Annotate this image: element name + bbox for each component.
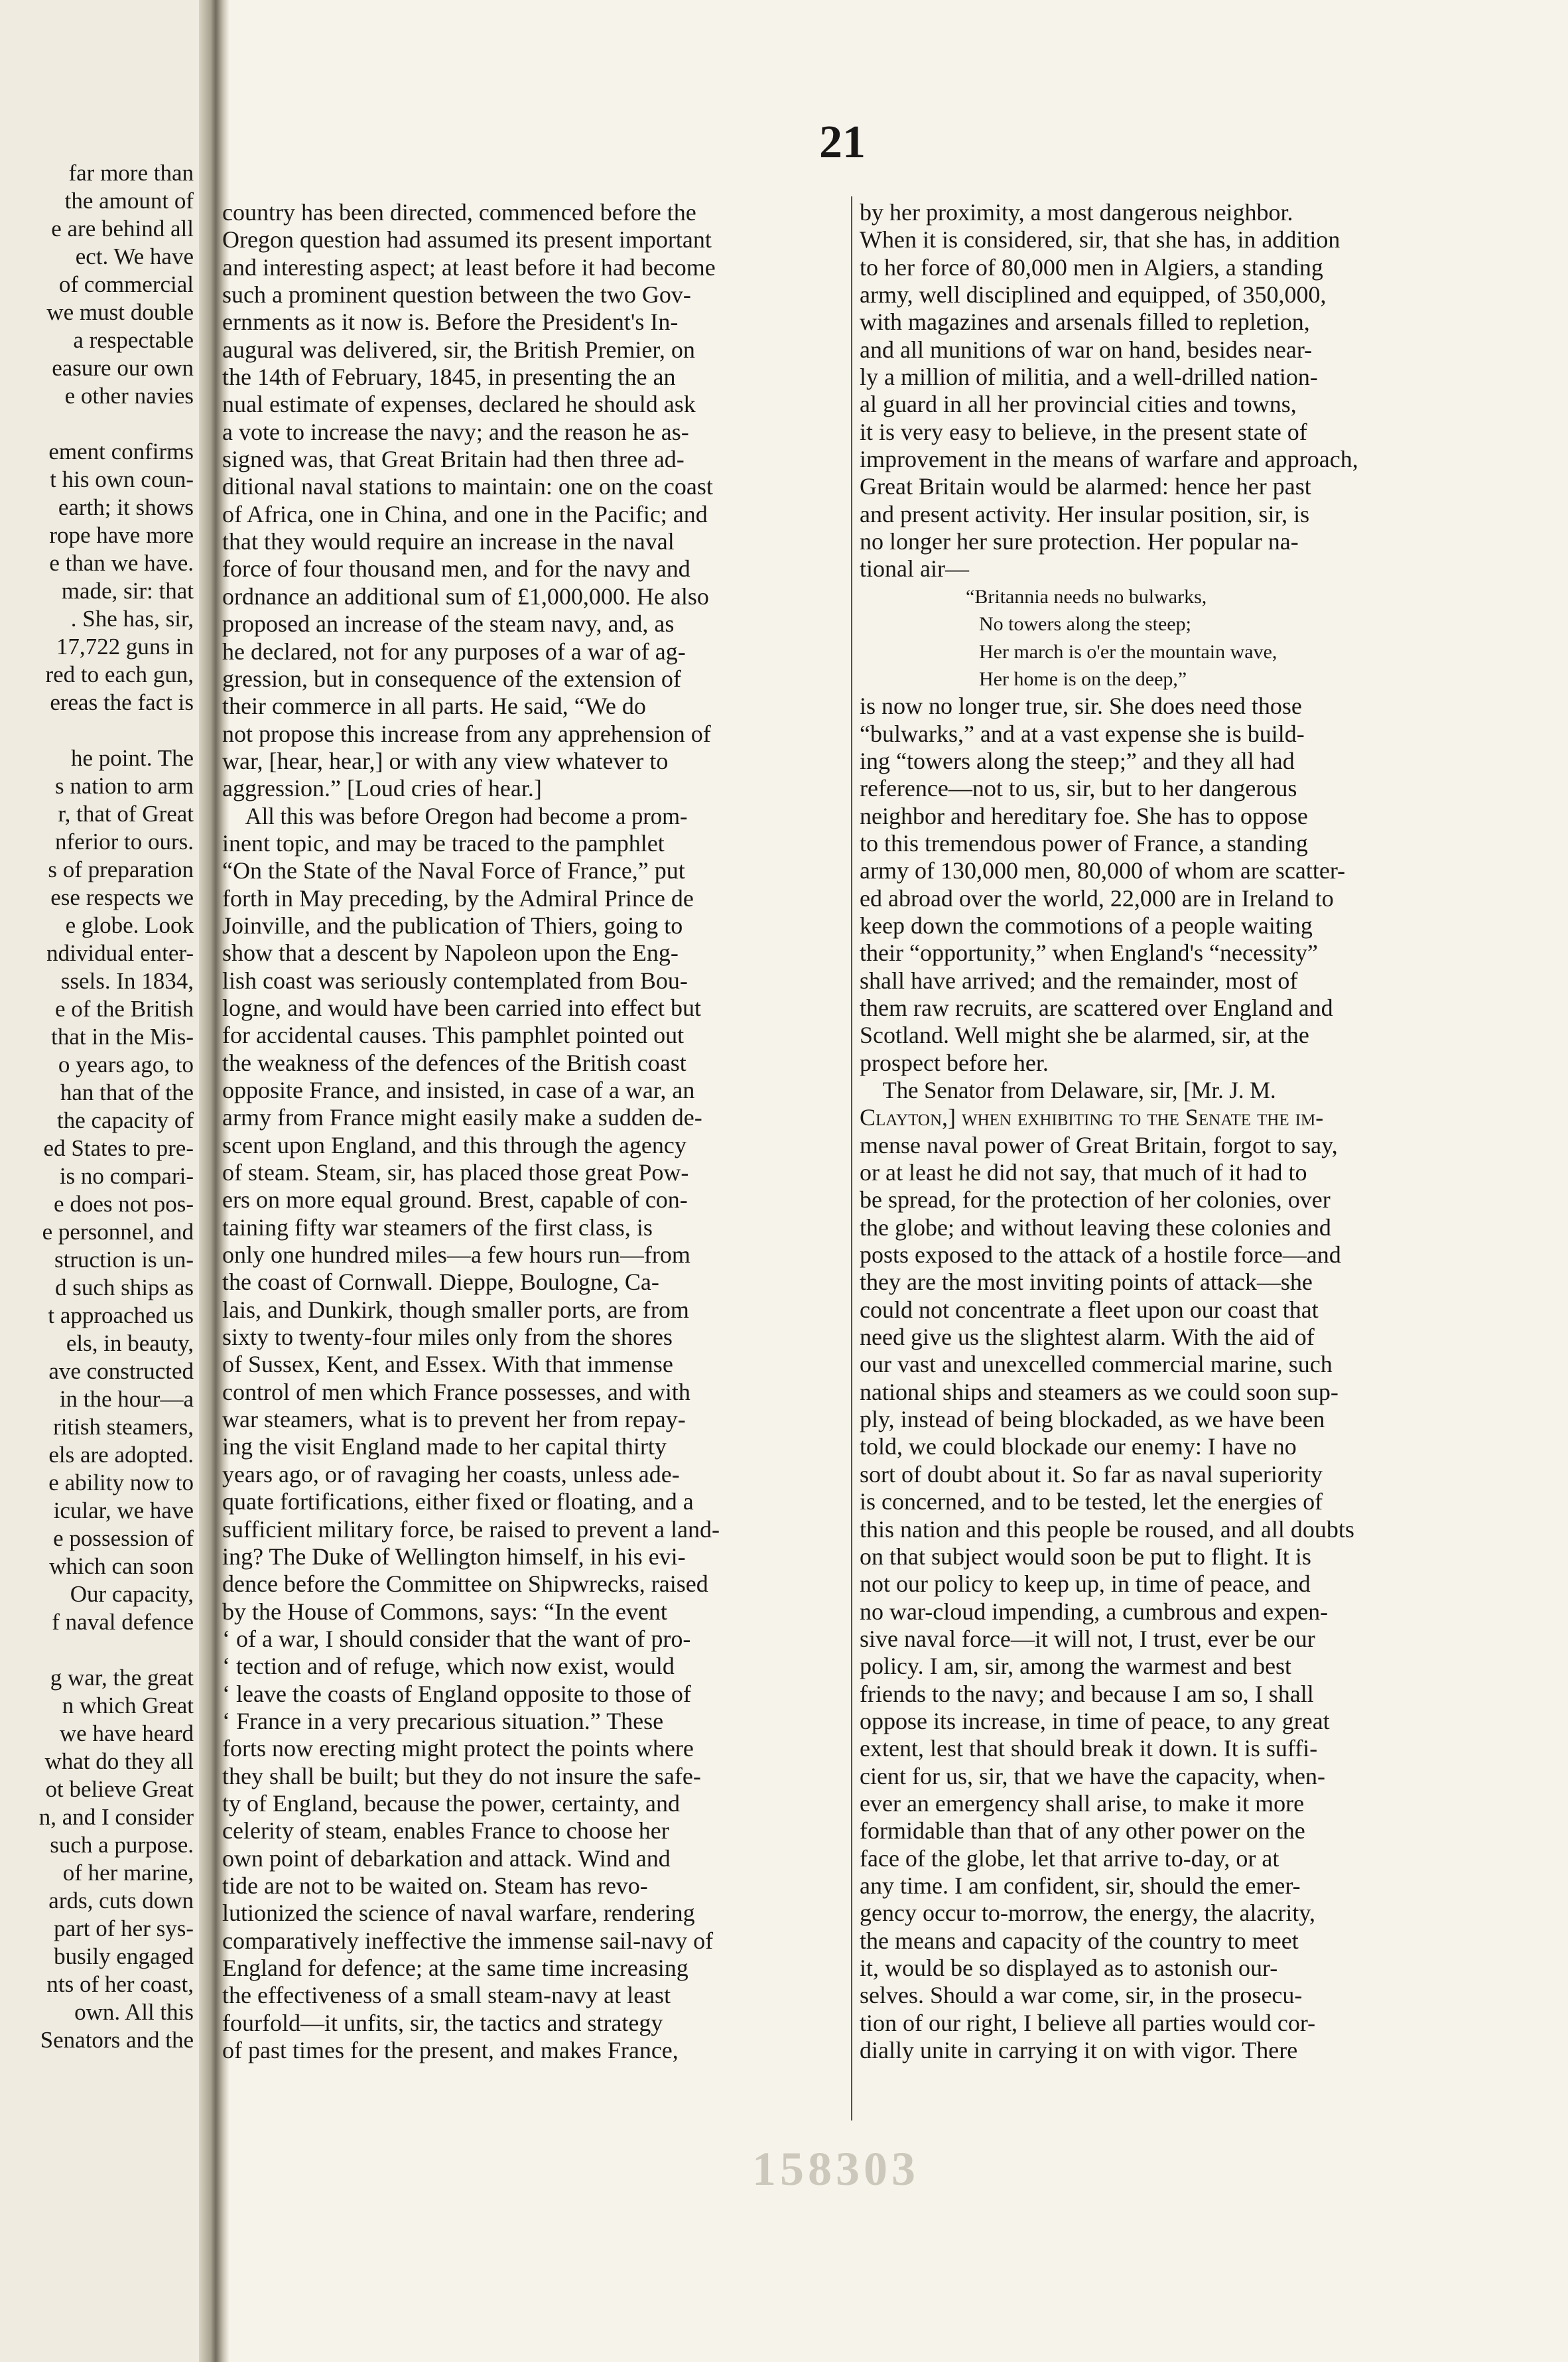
text-line: ers on more equal ground. Brest, capable of con- — [222, 1186, 688, 1214]
text-line: Joinville, and the publication of Thiers, going to — [222, 912, 683, 939]
text-line: ritish steamers, — [53, 1414, 194, 1440]
text-line: on that subject would soon be put to flight. It is — [860, 1543, 1311, 1570]
text-line: that they would require an increase in the naval — [222, 528, 675, 555]
text-line: red to each gun, — [45, 661, 194, 687]
text-line: aggression.” [Loud cries of hear.] — [222, 775, 542, 802]
line-gap — [0, 1636, 194, 1664]
text-line: any time. I am confident, sir, should the emer- — [860, 1872, 1301, 1899]
text-line: logne, and would have been carried into effect but — [222, 994, 702, 1021]
text-line: it, would be so displayed as to astonish our- — [860, 1955, 1278, 1981]
text-line: shall have arrived; and the remainder, most of — [860, 967, 1298, 994]
text-line: celerity of steam, enables France to choose her — [222, 1817, 669, 1844]
text-line: r, that of Great — [58, 801, 194, 827]
text-line: icular, we have — [53, 1497, 194, 1523]
text-line: ards, cuts down — [48, 1888, 194, 1913]
text-line: e ability now to — [48, 1470, 194, 1495]
text-line: mense naval power of Great Britain, forgot to say, — [860, 1131, 1338, 1158]
text-line: in the hour—a — [59, 1386, 194, 1412]
text-line: ing? The Duke of Wellington himself, in his evi- — [222, 1543, 686, 1570]
text-line: Our capacity, — [70, 1581, 194, 1607]
text-line: show that a descent by Napoleon upon the Eng- — [222, 939, 679, 967]
text-line: such a purpose. — [50, 1832, 194, 1858]
text-line: ed abroad over the world, 22,000 are in Ireland to — [860, 884, 1334, 912]
text-line: sixty to twenty-four miles only from the shores — [222, 1324, 673, 1351]
text-line: and interesting aspect; at least before it had become — [222, 253, 716, 281]
text-line: quate fortifications, either fixed or floating, and a — [222, 1488, 694, 1515]
text-line: al guard in all her provincial cities and towns, — [860, 391, 1297, 418]
text-line: which can soon — [49, 1553, 194, 1579]
text-line: force of four thousand men, and for the navy and — [222, 555, 690, 583]
text-line: augural was delivered, sir, the British Premier, on — [222, 336, 695, 363]
text-line: the globe; and without leaving these colonies and — [860, 1214, 1331, 1241]
text-line: part of her sys- — [54, 1915, 194, 1941]
text-line: e personnel, and — [42, 1219, 194, 1245]
text-line: selves. Should a war come, sir, in the prosecu- — [860, 1982, 1303, 2009]
text-line: ‘ tection and of refuge, which now exist, would — [222, 1653, 675, 1680]
text-line: such a prominent question between the two Gov- — [222, 281, 691, 309]
text-line: our vast and unexcelled commercial marine, such — [860, 1351, 1333, 1378]
text-line: own point of debarkation and attack. Wind and — [222, 1844, 671, 1872]
text-line: ing “towers along the steep;” and they all had — [860, 747, 1295, 774]
text-line: e does not pos- — [54, 1191, 194, 1217]
text-line: of commercial — [58, 271, 194, 297]
text-line: sort of doubt about it. So far as naval superiority — [860, 1460, 1323, 1488]
text-line: “On the State of the Naval Force of France,” put — [222, 857, 685, 884]
text-line: made, sir: that — [61, 578, 194, 604]
text-line: prospect before her. — [860, 1049, 1049, 1076]
text-line: g war, the great — [50, 1665, 194, 1691]
text-line: ement confirms — [48, 439, 194, 464]
text-line: army, well disciplined and equipped, of 350,000, — [860, 281, 1327, 309]
text-line: friends to the navy; and because I am so, I shall — [860, 1680, 1314, 1707]
text-line: tion of our right, I believe all parties would cor- — [860, 2009, 1316, 2036]
text-line: face of the globe, let that arrive to-day, or at — [860, 1844, 1279, 1872]
text-line: the effectiveness of a small steam-navy at least — [222, 1982, 671, 2009]
text-line: ‘ of a war, I should consider that the want of pro- — [222, 1625, 691, 1652]
text-line: nual estimate of expenses, declared he should ask — [222, 391, 696, 418]
text-line: nts of her coast, — [46, 1971, 194, 1997]
text-line: Scotland. Well might she be alarmed, sir, at the — [860, 1022, 1309, 1049]
text-line: of her marine, — [62, 1860, 194, 1886]
text-line: the coast of Cornwall. Dieppe, Boulogne, Ca- — [222, 1269, 659, 1296]
text-line: of Sussex, Kent, and Essex. With that immense — [222, 1351, 673, 1378]
text-line: gency occur to-morrow, the energy, the alacrity, — [860, 1900, 1316, 1927]
text-line: lutionized the science of naval warfare, rendering — [222, 1900, 695, 1927]
text-line: the 14th of February, 1845, in presenting the an — [222, 364, 676, 391]
text-line: lish coast was seriously contemplated from Bou- — [222, 967, 688, 994]
text-line: No towers along the steep; — [979, 613, 1191, 636]
text-line: this nation and this people be roused, and all doubts — [860, 1515, 1354, 1543]
text-line: f naval defence — [52, 1609, 194, 1635]
text-line: ndividual enter- — [46, 940, 194, 966]
text-line: forts now erecting might protect the points where — [222, 1735, 694, 1762]
text-line: and present activity. Her insular position, sir, is — [860, 500, 1310, 527]
text-line: what do they all — [44, 1748, 194, 1774]
text-line: ty of England, because the power, certainty, and — [222, 1789, 680, 1817]
text-line: not propose this increase from any apprehension of — [222, 720, 711, 747]
text-line: we must double — [46, 299, 194, 325]
text-line: o years ago, to — [58, 1052, 194, 1077]
text-line: sufficient military force, be raised to prevent a land- — [222, 1515, 720, 1543]
text-line: we have heard — [59, 1720, 194, 1746]
text-line: rope have more — [49, 522, 194, 548]
text-line: national ships and steamers as we could soon sup- — [860, 1378, 1339, 1405]
text-line: s of preparation — [48, 857, 194, 882]
text-line: war, [hear, hear,] or with any view whatever to — [222, 747, 669, 774]
text-line: to this tremendous power of France, a standing — [860, 829, 1308, 857]
facing-page-text — [0, 159, 194, 2054]
text-line: ot believe Great — [45, 1776, 194, 1802]
text-line: inent topic, and may be traced to the pamphlet — [222, 829, 665, 857]
text-line: dially unite in carrying it on with vigor. There — [860, 2037, 1298, 2064]
text-line: the amount of — [64, 188, 194, 214]
text-line: could not concentrate a fleet upon our coast that — [860, 1296, 1319, 1323]
text-line: ereas the fact is — [50, 689, 194, 715]
line-gap — [0, 410, 194, 438]
text-line: n which Great — [62, 1693, 194, 1718]
text-line: gression, but in consequence of the extension of — [222, 665, 681, 692]
text-line: ing the visit England made to her capital thirty — [222, 1433, 667, 1460]
text-line: no war-cloud impending, a cumbrous and expen- — [860, 1598, 1329, 1625]
text-line: tional air— — [860, 555, 969, 583]
text-line: t approached us — [48, 1302, 194, 1328]
text-line: own. All this — [74, 1999, 194, 2025]
text-line: by her proximity, a most dangerous neighbor. — [860, 199, 1293, 226]
column-rule — [851, 196, 852, 2120]
text-line: e are behind all — [51, 216, 194, 242]
text-line: nferior to ours. — [55, 829, 194, 855]
text-line: dence before the Committee on Shipwrecks, raised — [222, 1570, 708, 1598]
text-line: cient for us, sir, that we have the capacity, when- — [860, 1762, 1325, 1789]
text-column-right — [860, 199, 1490, 2064]
line-gap — [0, 717, 194, 744]
text-line: army from France might easily make a sudden de- — [222, 1104, 702, 1131]
text-line: ‘ leave the coasts of England opposite to those of — [222, 1680, 691, 1707]
text-line: ernments as it now is. Before the President's In- — [222, 309, 679, 336]
text-line: ‘ France in a very precarious situation.” These — [222, 1707, 664, 1734]
text-line: ly a million of militia, and a well-drilled nation- — [860, 364, 1318, 391]
text-line: d such ships as — [54, 1275, 194, 1300]
text-line: All this was before Oregon had become a prom- — [245, 802, 688, 829]
text-line: far more than — [68, 160, 194, 186]
text-line: . She has, sir, — [70, 606, 194, 632]
text-line: them raw recruits, are scattered over England and — [860, 994, 1333, 1021]
facing-page-edge — [0, 0, 212, 2362]
text-line: be spread, for the protection of her colonies, over — [860, 1186, 1331, 1214]
text-line: ssels. In 1834, — [60, 968, 194, 994]
text-line: by the House of Commons, says: “In the event — [222, 1598, 667, 1625]
text-line: extent, lest that should break it down. It is suffi- — [860, 1735, 1318, 1762]
text-line: their “opportunity,” when England's “necessity” — [860, 939, 1318, 967]
text-line: Clayton,] when exhibiting to the Senate the im- — [860, 1104, 1324, 1131]
text-line: army of 130,000 men, 80,000 of whom are scatter- — [860, 857, 1346, 884]
text-line: sive naval force—it will not, I trust, ever be our — [860, 1625, 1315, 1652]
text-line: is now no longer true, sir. She does need those — [860, 693, 1302, 720]
page-number: 21 — [819, 117, 866, 168]
text-line: fourfold—it unfits, sir, the tactics and strategy — [222, 2009, 663, 2036]
text-line: country has been directed, commenced before the — [222, 199, 696, 226]
text-line: e possession of — [53, 1525, 194, 1551]
text-line: e globe. Look — [65, 912, 194, 938]
text-line: they shall be built; but they do not insure the safe- — [222, 1762, 701, 1789]
text-line: easure our own — [52, 355, 194, 381]
catalog-stamp: 158303 — [752, 2142, 919, 2195]
text-line: Her home is on the deep,” — [979, 667, 1187, 690]
text-line: ect. We have — [75, 243, 194, 269]
text-line: e other navies — [64, 383, 194, 409]
text-line: war steamers, what is to prevent her from repay- — [222, 1406, 686, 1433]
text-line: When it is considered, sir, that she has, in addition — [860, 226, 1340, 253]
text-line: ese respects we — [50, 884, 194, 910]
text-column-left — [222, 199, 839, 2064]
text-line: n, and I consider — [38, 1804, 194, 1830]
text-line: or at least he did not say, that much of it had to — [860, 1159, 1307, 1186]
text-line: ordnance an additional sum of £1,000,000. He also — [222, 583, 709, 610]
paragraph-block-before-poem — [860, 199, 1490, 583]
text-line: they are the most inviting points of attack—she — [860, 1269, 1313, 1296]
text-line: lais, and Dunkirk, though smaller ports, are from — [222, 1296, 689, 1323]
text-line: of Africa, one in China, and one in the Pacific; and — [222, 500, 708, 527]
text-line: need give us the slightest alarm. With the aid of — [860, 1324, 1315, 1351]
text-line: to her force of 80,000 men in Algiers, a standing — [860, 253, 1323, 281]
text-line: signed was, that Great Britain had then three ad- — [222, 446, 685, 473]
text-line: England for defence; at the same time increasing — [222, 1955, 688, 1981]
text-line: of past times for the present, and makes France, — [222, 2037, 679, 2064]
text-line: e of the British — [55, 996, 194, 1022]
text-line: tide are not to be waited on. Steam has revo- — [222, 1872, 648, 1899]
text-line: and all munitions of war on hand, besides near- — [860, 336, 1313, 363]
text-line: taining fifty war steamers of the first class, is — [222, 1214, 653, 1241]
text-line: he point. The — [70, 745, 194, 771]
text-line: “Britannia needs no bulwarks, — [966, 585, 1207, 608]
text-line: it is very easy to believe, in the present state of — [860, 418, 1307, 445]
text-line: policy. I am, sir, among the warmest and best — [860, 1653, 1292, 1680]
text-line: Oregon question had assumed its present important — [222, 226, 712, 253]
text-line: with magazines and arsenals filled to repletion, — [860, 309, 1310, 336]
text-line: ever an emergency shall arise, to make it more — [860, 1789, 1305, 1817]
text-line: the means and capacity of the country to meet — [860, 1927, 1299, 1954]
text-line: their commerce in all parts. He said, “We do — [222, 693, 646, 720]
text-line: han that of the — [60, 1079, 194, 1105]
text-line: for accidental causes. This pamphlet pointed out — [222, 1022, 685, 1049]
text-line: is concerned, and to be tested, let the energies of — [860, 1488, 1323, 1515]
text-line: he declared, not for any purposes of a war of ag- — [222, 638, 686, 665]
text-line: ply, instead of being blockaded, as we have been — [860, 1406, 1325, 1433]
text-line: “bulwarks,” and at a vast expense she is build- — [860, 720, 1305, 747]
text-line: no longer her sure protection. Her popular na- — [860, 528, 1299, 555]
text-line: control of men which France possesses, and with — [222, 1378, 690, 1405]
text-line: earth; it shows — [58, 494, 194, 520]
text-line: s nation to arm — [55, 773, 194, 799]
text-line: a respectable — [73, 327, 194, 353]
text-line: ed States to pre- — [43, 1135, 194, 1161]
text-line: is no compari- — [59, 1163, 194, 1189]
text-line: formidable than that of any other power on the — [860, 1817, 1305, 1844]
text-line: reference—not to us, sir, but to her dangerous — [860, 775, 1297, 802]
text-line: scent upon England, and this through the agency — [222, 1131, 686, 1158]
text-line: busily engaged — [54, 1943, 194, 1969]
text-line: ditional naval stations to maintain: one on the coast — [222, 473, 713, 500]
text-line: neighbor and hereditary foe. She has to oppose — [860, 802, 1308, 829]
text-line: told, we could blockade our enemy: I have no — [860, 1433, 1297, 1460]
text-line: Great Britain would be alarmed: hence her past — [860, 473, 1311, 500]
text-line: that in the Mis- — [51, 1024, 194, 1050]
text-line: The Senator from Delaware, sir, [Mr. J. M. — [882, 1077, 1276, 1103]
text-line: 17,722 guns in — [56, 634, 194, 660]
text-line: improvement in the means of warfare and approach, — [860, 446, 1358, 473]
text-line: forth in May preceding, by the Admiral Prince de — [222, 884, 694, 912]
text-line: the capacity of — [56, 1107, 194, 1133]
quoted-verse — [860, 583, 1490, 693]
text-line: struction is un- — [54, 1247, 194, 1273]
text-line: e than we have. — [49, 550, 194, 576]
text-line: only one hundred miles—a few hours run—from — [222, 1241, 690, 1269]
text-line: of steam. Steam, sir, has placed those great Pow- — [222, 1159, 689, 1186]
text-line: els, in beauty, — [66, 1330, 194, 1356]
text-line: keep down the commotions of a people waiting — [860, 912, 1313, 939]
text-line: not our policy to keep up, in time of peace, and — [860, 1570, 1311, 1598]
text-line: the weakness of the defences of the British coast — [222, 1049, 686, 1076]
text-line: opposite France, and insisted, in case of a war, an — [222, 1077, 695, 1103]
paragraph-block-after-poem — [860, 693, 1490, 2064]
text-line: proposed an increase of the steam navy, and, as — [222, 610, 675, 638]
text-line: Senators and the — [40, 2027, 194, 2053]
text-line: posts exposed to the attack of a hostile force—and — [860, 1241, 1341, 1269]
text-line: t his own coun- — [50, 466, 194, 492]
text-line: a vote to increase the navy; and the reason he as- — [222, 418, 689, 445]
text-line: years ago, or of ravaging her coasts, unless ade- — [222, 1460, 680, 1488]
text-line: comparatively ineffective the immense sail-navy of — [222, 1927, 714, 1954]
text-line: oppose its increase, in time of peace, to any great — [860, 1707, 1330, 1734]
text-line: Her march is o'er the mountain wave, — [979, 640, 1277, 663]
text-line: els are adopted. — [48, 1442, 194, 1468]
text-line: ave constructed — [48, 1358, 194, 1384]
